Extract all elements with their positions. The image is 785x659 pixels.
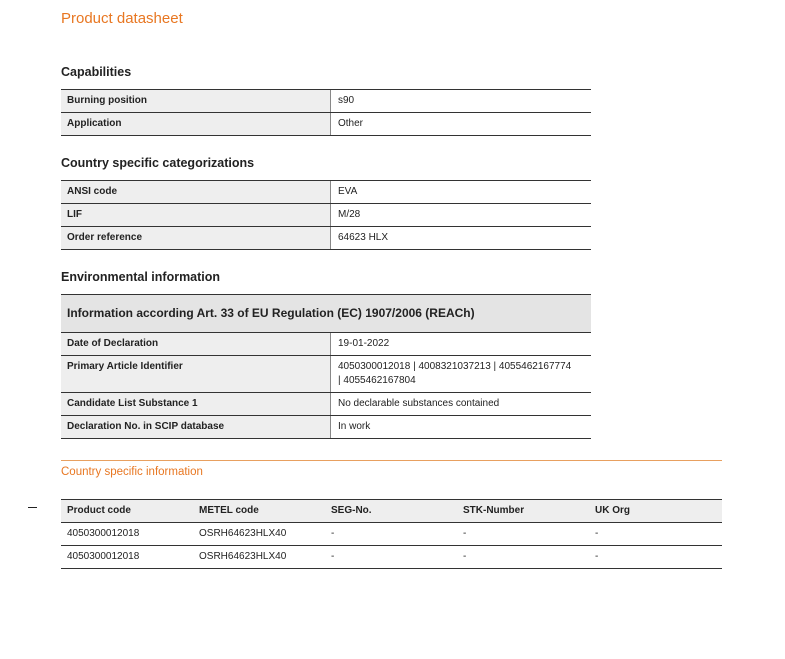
row-value: 19-01-2022 bbox=[331, 333, 592, 356]
table-row bbox=[61, 204, 591, 227]
country-info-heading: Country specific information bbox=[61, 466, 203, 478]
row-key: Burning position bbox=[61, 90, 331, 113]
country-categorizations-heading: Country specific categorizations bbox=[61, 156, 255, 170]
column-header: METEL code bbox=[193, 500, 325, 523]
row-value: EVA bbox=[331, 181, 592, 204]
row-key: Application bbox=[61, 113, 331, 136]
capabilities-table bbox=[61, 89, 591, 136]
row-value: Other bbox=[331, 113, 592, 136]
country-info-table bbox=[61, 499, 722, 569]
column-header: Product code bbox=[61, 500, 193, 523]
row-key: Primary Article Identifier bbox=[61, 356, 331, 393]
table-cell: - bbox=[457, 546, 589, 569]
table-row bbox=[61, 333, 591, 356]
table-row bbox=[61, 356, 591, 393]
column-header: STK-Number bbox=[457, 500, 589, 523]
column-header: SEG-No. bbox=[325, 500, 457, 523]
row-key: Date of Declaration bbox=[61, 333, 331, 356]
table-cell: - bbox=[457, 523, 589, 546]
row-key: LIF bbox=[61, 204, 331, 227]
table-row bbox=[61, 113, 591, 136]
section-divider bbox=[61, 460, 722, 461]
page-title: Product datasheet bbox=[61, 10, 183, 27]
row-key: Candidate List Substance 1 bbox=[61, 393, 331, 416]
row-key: Declaration No. in SCIP database bbox=[61, 416, 331, 439]
row-value: In work bbox=[331, 416, 592, 439]
row-value: No declarable substances contained bbox=[331, 393, 592, 416]
table-row bbox=[61, 227, 591, 250]
row-key: ANSI code bbox=[61, 181, 331, 204]
table-cell: - bbox=[589, 523, 722, 546]
table-row bbox=[61, 546, 722, 569]
row-value bbox=[331, 356, 592, 393]
capabilities-heading: Capabilities bbox=[61, 65, 132, 79]
row-value: M/28 bbox=[331, 204, 592, 227]
environmental-table bbox=[61, 294, 591, 439]
table-row bbox=[61, 416, 591, 439]
table-row bbox=[61, 523, 722, 546]
table-cell: - bbox=[589, 546, 722, 569]
row-value: s90 bbox=[331, 90, 592, 113]
country-categorizations-table bbox=[61, 180, 591, 250]
table-cell: 4050300012018 bbox=[61, 546, 193, 569]
value-line-2: | 4055462167804 bbox=[338, 375, 416, 386]
table-cell: OSRH64623HLX40 bbox=[193, 546, 325, 569]
reach-title: Information according Art. 33 of EU Regulation (EC) 1907/2006 (REACh) bbox=[61, 295, 591, 333]
table-cell: OSRH64623HLX40 bbox=[193, 523, 325, 546]
table-row bbox=[61, 90, 591, 113]
table-cell: - bbox=[325, 523, 457, 546]
table-cell: 4050300012018 bbox=[61, 523, 193, 546]
margin-dash bbox=[28, 507, 37, 508]
table-row bbox=[61, 393, 591, 416]
column-header: UK Org bbox=[589, 500, 722, 523]
row-value: 64623 HLX bbox=[331, 227, 592, 250]
table-cell: - bbox=[325, 546, 457, 569]
table-header-row bbox=[61, 500, 722, 523]
table-row bbox=[61, 181, 591, 204]
value-line-1: 4050300012018 | 4008321037213 | 4055462167774 bbox=[338, 361, 572, 372]
row-key: Order reference bbox=[61, 227, 331, 250]
environmental-heading: Environmental information bbox=[61, 270, 221, 284]
reach-title-row bbox=[61, 295, 591, 333]
